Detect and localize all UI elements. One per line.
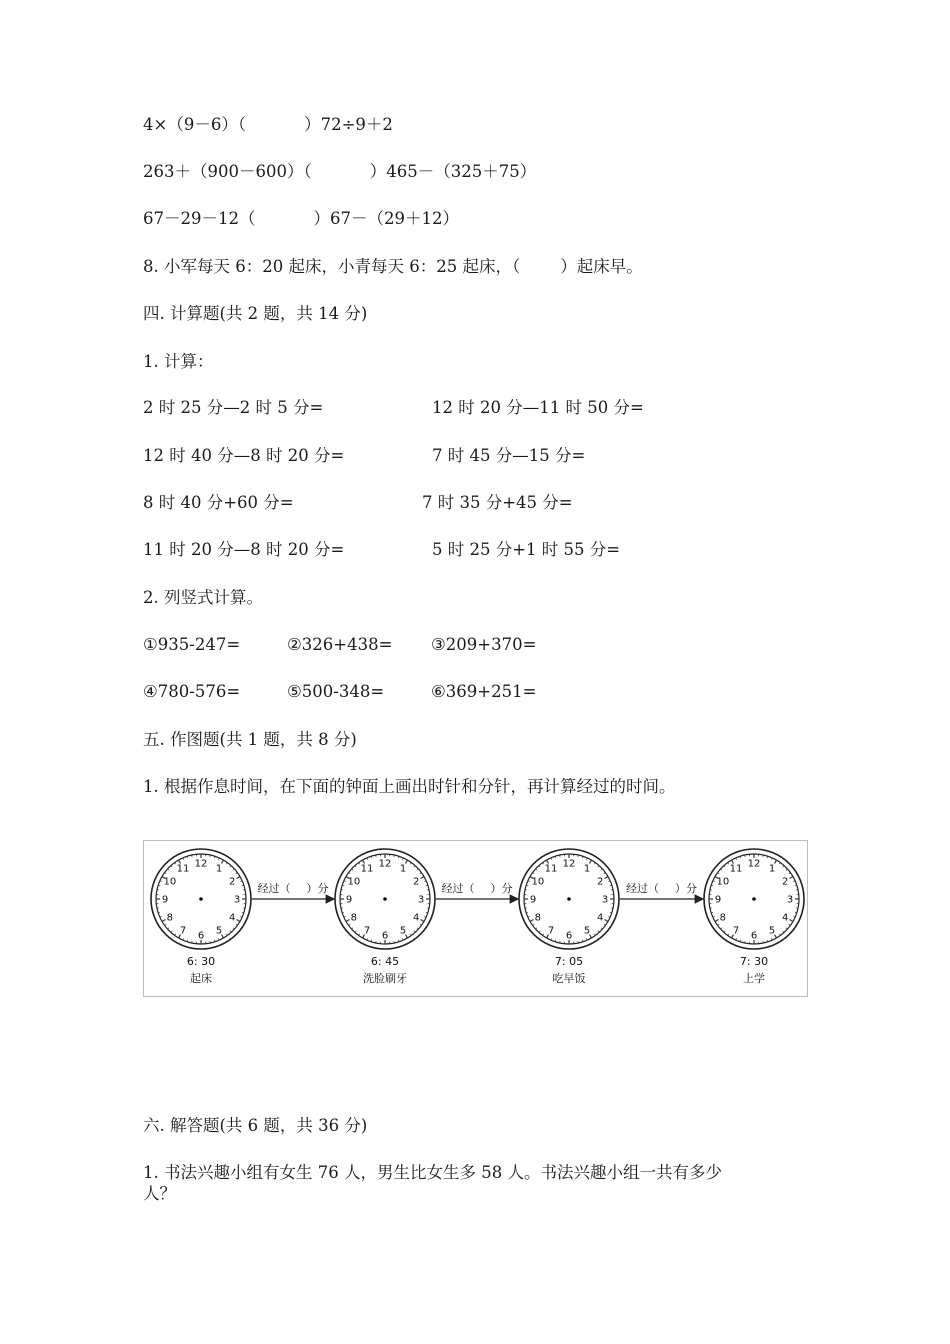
clock-numeral: 12 [378, 858, 392, 870]
clock-numeral: 10 [716, 876, 730, 888]
clock-numeral: 2 [412, 876, 420, 888]
question-text: 1. 书法兴趣小组有女生 76 人，男生比女生多 58 人。书法兴趣小组一共有多少 [143, 1163, 722, 1182]
clock-numeral: 10 [163, 876, 177, 888]
clock-face[interactable] [335, 849, 435, 949]
question-8 [143, 256, 643, 278]
clock-face[interactable] [704, 849, 804, 949]
question-title: 1. 计算： [143, 352, 214, 371]
clock-numeral: 12 [747, 858, 761, 870]
elapsed-suffix: ）分 [490, 882, 513, 895]
vertical-calc-item: ⑤500-348= [287, 682, 385, 701]
clock-schedule-figure [143, 840, 808, 997]
clock-numeral: 8 [719, 912, 727, 924]
vertical-calc-item: ⑥369+251= [431, 682, 537, 701]
clock-numeral: 2 [781, 876, 789, 888]
clock-numeral: 3 [601, 894, 609, 906]
elapsed-time-label [258, 881, 329, 895]
clock-numeral: 9 [529, 894, 537, 906]
clock-numeral: 3 [786, 894, 794, 906]
clock-numeral: 12 [194, 858, 208, 870]
clock-activity-label: 上学 [743, 972, 765, 985]
vertical-calc-item: ③209+370= [431, 635, 537, 654]
clock-time-label: 7: 30 [739, 955, 769, 968]
clock-numeral: 3 [233, 894, 241, 906]
clock-numeral: 1 [399, 863, 407, 875]
clock-numeral: 6 [381, 930, 389, 942]
calc-item: 2 时 25 分—2 时 5 分= [143, 398, 324, 417]
clock-schedule-svg [144, 841, 807, 996]
elapsed-time-label [626, 881, 697, 895]
clock-numeral: 4 [596, 912, 604, 924]
elapsed-prefix: 经过（ [441, 882, 475, 895]
clock-numeral: 9 [714, 894, 722, 906]
question-title: 2. 列竖式计算。 [143, 588, 263, 607]
clock-numeral: 3 [417, 894, 425, 906]
clock-numeral: 5 [215, 925, 223, 937]
clock-numeral: 5 [583, 925, 591, 937]
vertical-calc-item: ④780-576= [143, 682, 241, 701]
clock-center-dot [199, 897, 203, 901]
clock-numeral: 2 [596, 876, 604, 888]
compare-row [143, 114, 393, 136]
clock-numeral: 4 [412, 912, 420, 924]
vertical-calc-item: ①935-247= [143, 635, 241, 654]
clock-numeral: 11 [176, 863, 190, 875]
clock-numeral: 4 [781, 912, 789, 924]
section-title: 五. 作图题(共 1 题，共 8 分) [143, 730, 357, 749]
clock-numeral: 12 [562, 858, 576, 870]
clock-numeral: 10 [347, 876, 361, 888]
elapsed-prefix: 经过（ [257, 882, 291, 895]
clock-activity-label: 洗脸刷牙 [363, 972, 407, 985]
clock-numeral: 8 [534, 912, 542, 924]
clock-center-dot [383, 897, 387, 901]
clock-numeral: 6 [565, 930, 573, 942]
clock-numeral: 4 [228, 912, 236, 924]
clock-numeral: 11 [729, 863, 743, 875]
compare-right: ）72÷9＋2 [304, 115, 393, 134]
clock-center-dot [567, 897, 571, 901]
section-title: 四. 计算题(共 2 题，共 14 分) [143, 304, 368, 323]
clock-activity-label: 吃早饭 [552, 972, 586, 985]
elapsed-suffix: ）分 [306, 882, 329, 895]
clock-numeral: 1 [215, 863, 223, 875]
clock-activity-label: 起床 [190, 972, 212, 985]
clock-numeral: 1 [583, 863, 591, 875]
clock-numeral: 7 [363, 925, 371, 937]
clock-numeral: 5 [768, 925, 776, 937]
clock-numeral: 7 [179, 925, 187, 937]
clock-numeral: 8 [350, 912, 358, 924]
question-8-end: ）起床早。 [560, 257, 643, 276]
clock-numeral: 8 [166, 912, 174, 924]
clock-face[interactable] [151, 849, 251, 949]
compare-left: 4×（9－6）（ [143, 115, 247, 134]
question-8-text: 8. 小军每天 6：20 起床，小青每天 6：25 起床，（ [143, 257, 521, 276]
clock-numeral: 9 [345, 894, 353, 906]
elapsed-suffix: ）分 [675, 882, 697, 895]
compare-row [143, 208, 459, 230]
clock-numeral: 10 [531, 876, 545, 888]
clock-numeral: 2 [228, 876, 236, 888]
clock-numeral: 7 [547, 925, 555, 937]
compare-row [143, 161, 536, 183]
clock-numeral: 7 [732, 925, 740, 937]
question-text: 1. 根据作息时间，在下面的钟面上画出时针和分针，再计算经过的时间。 [143, 777, 676, 796]
clock-time-label: 6: 45 [370, 955, 400, 968]
elapsed-prefix: 经过（ [626, 882, 659, 895]
clock-numeral: 6 [750, 930, 758, 942]
calc-item: 12 时 40 分—8 时 20 分= [143, 446, 345, 465]
clock-numeral: 6 [197, 930, 205, 942]
clock-numeral: 5 [399, 925, 407, 937]
compare-right: ）465－（325＋75） [369, 162, 537, 181]
clock-numeral: 11 [544, 863, 558, 875]
clock-numeral: 9 [161, 894, 169, 906]
clock-numeral: 11 [360, 863, 374, 875]
section-title: 六. 解答题(共 6 题，共 36 分) [143, 1116, 368, 1135]
clock-time-label: 6: 30 [186, 955, 216, 968]
calc-item: 12 时 20 分—11 时 50 分= [432, 398, 644, 417]
compare-left: 263＋（900－600）（ [143, 162, 312, 181]
question-text: 人？ [143, 1184, 176, 1203]
clock-center-dot [752, 897, 756, 901]
compare-right: ）67－（29＋12） [313, 209, 459, 228]
calc-item: 11 时 20 分—8 时 20 分= [143, 540, 345, 559]
vertical-calc-item: ②326+438= [287, 635, 393, 654]
clock-face[interactable] [519, 849, 619, 949]
calc-item: 7 时 45 分—15 分= [432, 446, 586, 465]
calc-item: 5 时 25 分+1 时 55 分= [432, 540, 621, 559]
clock-time-label: 7: 05 [554, 955, 584, 968]
compare-left: 67－29－12（ [143, 209, 256, 228]
calc-item: 8 时 40 分+60 分= [143, 493, 294, 512]
elapsed-time-label [442, 881, 513, 895]
calc-item: 7 时 35 分+45 分= [422, 493, 573, 512]
clock-numeral: 1 [768, 863, 776, 875]
